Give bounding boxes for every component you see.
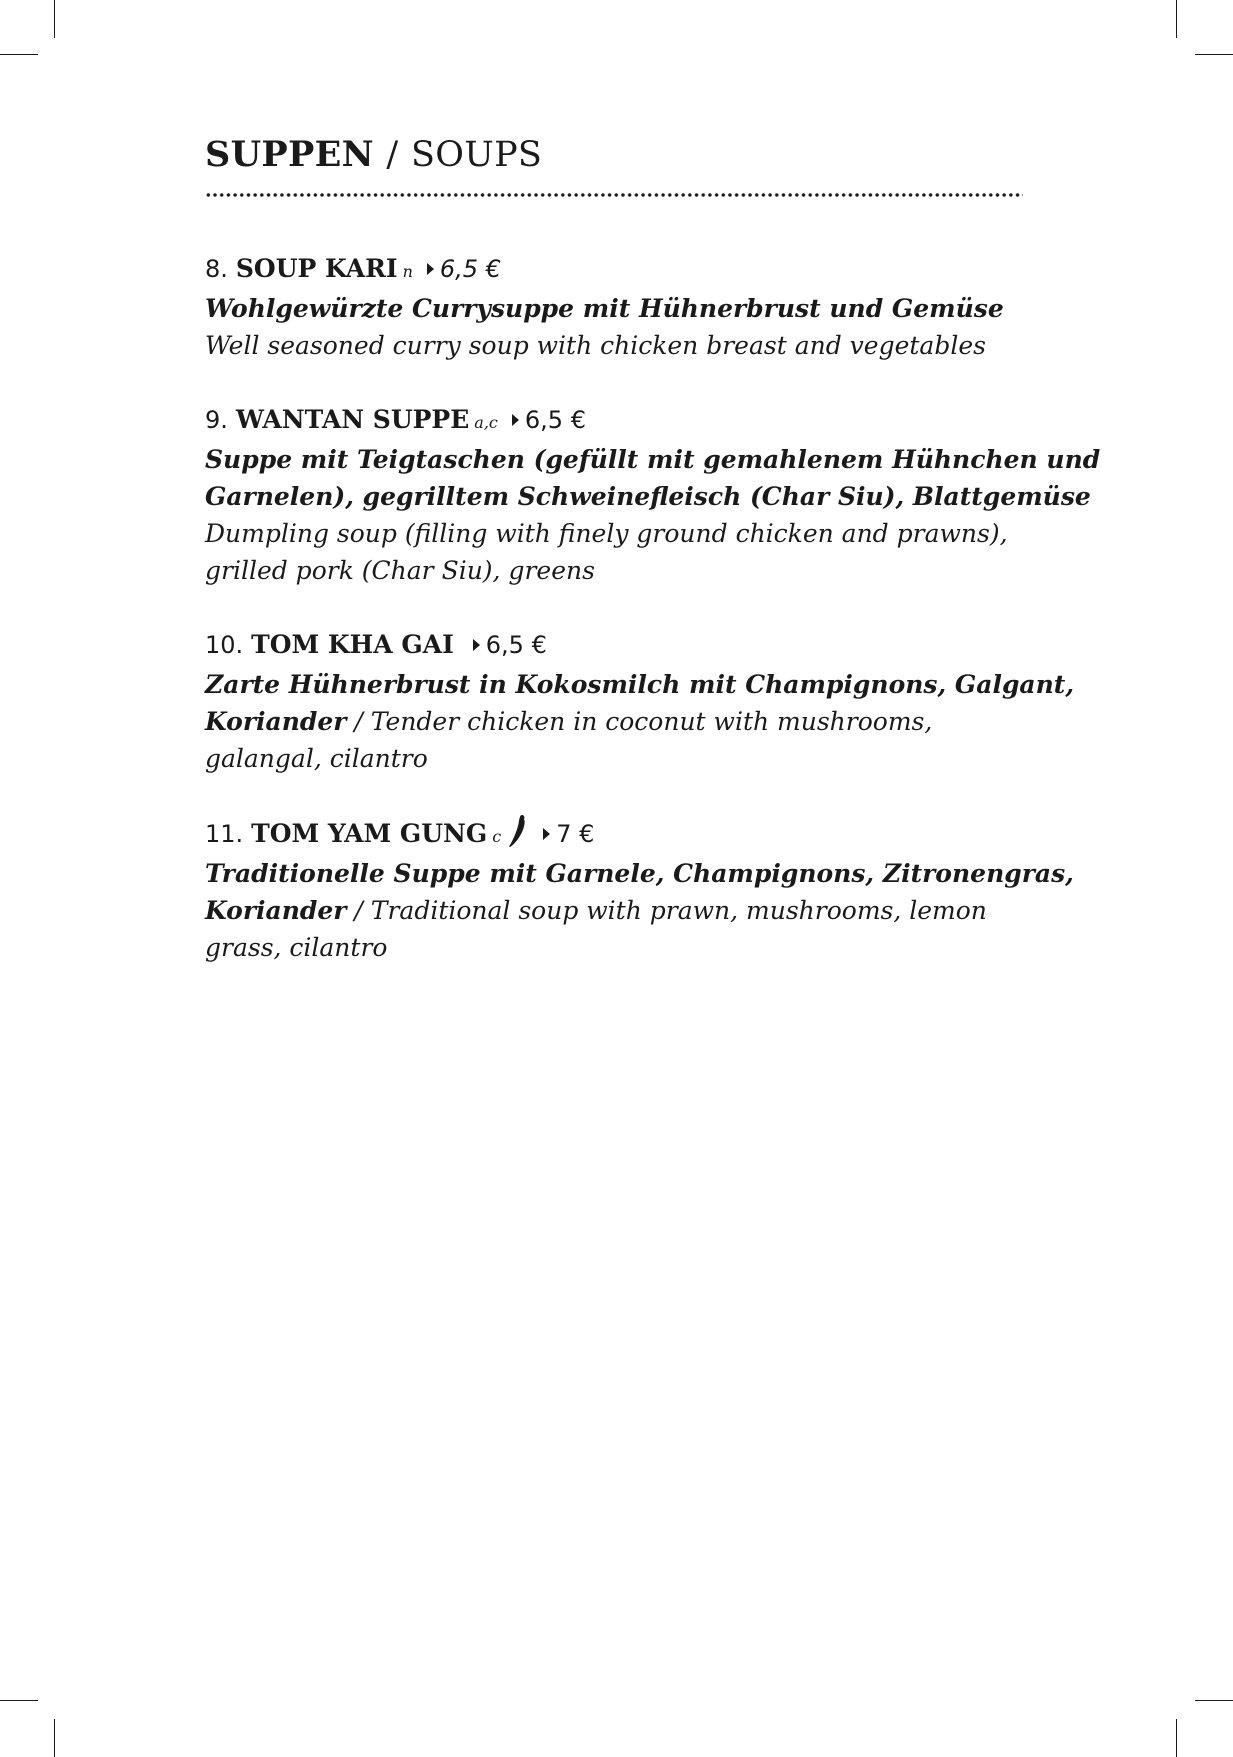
crop-mark — [1176, 1719, 1177, 1757]
menu-items — [205, 250, 1101, 966]
item-name: WANTAN SUPPE — [235, 405, 470, 434]
section-title — [205, 130, 1025, 180]
dotted-divider — [205, 192, 1023, 198]
desc-de: Zarte Hühnerbrust in Kokosmilch mit Champignons, Galgant, — [205, 670, 1075, 699]
desc-de: Traditionelle Suppe mit Garnele, Champignons, Zitronengras, — [205, 859, 1074, 888]
item-allergens: c — [492, 827, 502, 846]
menu-item — [205, 814, 1074, 966]
crop-mark — [1195, 54, 1233, 55]
menu-item — [205, 401, 1101, 589]
menu-item-header — [205, 250, 1025, 290]
desc-en: Dumpling soup (filling with finely ground chicken and prawns), — [205, 519, 1008, 548]
crop-mark — [54, 0, 55, 38]
item-number: 10. — [205, 631, 244, 659]
desc-line — [205, 327, 1025, 364]
item-name: SOUP KARI — [235, 254, 398, 283]
desc-line — [205, 441, 1101, 478]
menu-item — [205, 626, 1075, 777]
arrow-right-icon — [473, 639, 480, 651]
menu-item — [205, 250, 1025, 364]
desc-de: Suppe mit Teigtaschen (gefüllt mit gemahlenem Hühnchen und — [205, 445, 1101, 474]
arrow-right-icon — [512, 414, 519, 426]
desc-line — [205, 666, 1075, 703]
section-title-en: SOUPS — [411, 135, 543, 175]
desc-de: Koriander — [205, 896, 347, 925]
menu-item-header — [205, 626, 1025, 666]
item-number: 9. — [205, 406, 228, 434]
item-price: 7 € — [543, 820, 594, 848]
desc-line — [205, 740, 1025, 777]
desc-de: Garnelen), gegrilltem Schweinefleisch (Char Siu), Blattgemüse — [205, 482, 1091, 511]
item-price: 6,5 € — [427, 255, 501, 283]
item-allergens: a,c — [474, 413, 498, 432]
desc-en: galangal, cilantro — [205, 744, 428, 773]
desc-de: Koriander — [205, 707, 347, 736]
desc-de: Wohlgewürzte Currysuppe mit Hühnerbrust und Gemüse — [205, 294, 1004, 323]
desc-line — [205, 855, 1074, 892]
desc-line — [205, 515, 1025, 552]
desc-line — [205, 703, 1025, 740]
desc-en: / Traditional soup with prawn, mushrooms, lemon — [346, 896, 987, 925]
desc-line — [205, 929, 1025, 966]
menu-item-header — [205, 814, 1025, 855]
item-number: 11. — [205, 820, 244, 848]
desc-en: grass, cilantro — [205, 933, 388, 962]
item-number: 8. — [205, 255, 228, 283]
desc-en: Well seasoned curry soup with chicken breast and vegetables — [205, 331, 986, 360]
item-allergens: n — [402, 262, 413, 281]
section-title-de: SUPPEN — [205, 134, 374, 175]
arrow-right-icon — [427, 263, 434, 275]
item-name: TOM KHA GAI — [251, 630, 454, 659]
item-price: 6,5 € — [512, 406, 586, 434]
section-title-separator: / — [386, 135, 399, 175]
desc-line — [205, 552, 1025, 589]
desc-line — [205, 892, 1025, 929]
menu-item-header — [205, 401, 1025, 441]
desc-en: / Tender chicken in coconut with mushrooms, — [346, 707, 933, 736]
crop-mark — [1195, 1700, 1233, 1701]
desc-line — [205, 290, 1025, 327]
chili-pepper-icon — [507, 814, 529, 848]
crop-mark — [1176, 0, 1177, 38]
arrow-right-icon — [543, 828, 550, 840]
crop-mark — [0, 1700, 38, 1701]
item-name: TOM YAM GUNG — [251, 819, 488, 848]
crop-mark — [54, 1719, 55, 1757]
item-price: 6,5 € — [473, 631, 547, 659]
menu-page — [205, 130, 1101, 966]
desc-en: grilled pork (Char Siu), greens — [205, 556, 595, 585]
crop-mark — [0, 54, 38, 55]
desc-line — [205, 478, 1091, 515]
